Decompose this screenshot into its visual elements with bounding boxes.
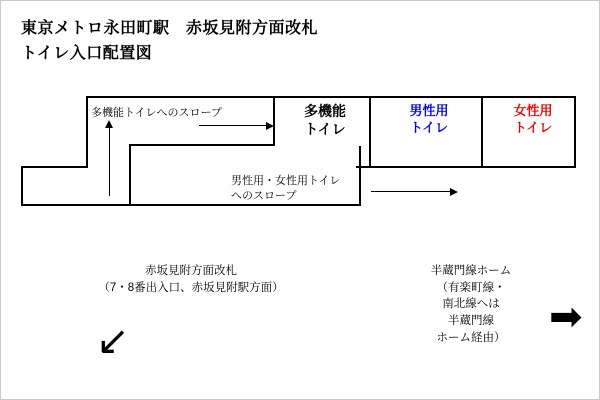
caption-left-gate [66, 263, 316, 296]
caption-right-platform [391, 263, 551, 346]
wall-partition-multipurpose-mens [369, 96, 371, 166]
slope-arrow-multipurpose-head [266, 122, 274, 130]
wall-ramp-right-vertical [359, 146, 361, 206]
room-label-multipurpose-line2: トイレ [304, 121, 346, 138]
room-label-mens-line1: 男性用 [409, 103, 449, 118]
wall-partition-mens-womens [481, 96, 483, 168]
room-label-womens-line1: 女性用 [513, 103, 553, 118]
room-label-mens [379, 103, 479, 137]
wall-top [86, 96, 576, 98]
caption-right-line1: 半蔵門線ホーム [430, 265, 512, 277]
slope-label-mens-womens [231, 174, 340, 205]
arrow-to-gate-icon: ↙ [96, 318, 130, 364]
corridor-arrow-up-head [105, 120, 113, 128]
caption-right-line4: 半蔵門線 [448, 315, 494, 328]
slope-arrow-multipurpose-line [199, 125, 267, 126]
room-label-womens-line2: トイレ [513, 119, 553, 135]
caption-right-line5: ホーム経由） [436, 331, 506, 344]
floor-plan [1, 86, 600, 236]
room-label-womens [491, 103, 575, 137]
corridor-arrow-up-line [109, 128, 110, 196]
caption-right-line3: 南北線へは [442, 298, 500, 311]
page-title [21, 17, 318, 67]
wall-left-vertical [86, 96, 88, 168]
wall-corridor-outer-left [21, 166, 23, 206]
wall-corridor-left [129, 144, 131, 206]
caption-right-line2: （有楽町線・ [436, 281, 506, 294]
slope-label-mens-womens-line2: へのスロープ [231, 190, 297, 203]
wall-corridor-outer-top [21, 166, 87, 168]
room-label-mens-line2: トイレ [409, 119, 449, 135]
slope-arrow-mens-womens-line [371, 191, 451, 192]
slope-label-multipurpose: 多機能トイレへのスロープ [91, 107, 222, 119]
room-label-multipurpose-line1: 多機能 [304, 103, 346, 119]
slope-label-mens-womens-line1: 男性用・女性用トイレ [231, 175, 341, 187]
wall-corridor-top [129, 144, 275, 146]
caption-left-line1: 赤坂見附方面改札 [145, 265, 237, 277]
room-label-multipurpose [283, 102, 367, 138]
title-line-2: トイレ入口配置図 [21, 44, 153, 62]
title-line-1: 東京メトロ永田町駅 赤坂見附方面改札 [21, 20, 319, 37]
caption-left-line2: （7・8番出入口、赤坂見附駅方面） [98, 281, 284, 294]
wall-bottom-right [356, 166, 576, 168]
slope-arrow-mens-womens-head [450, 188, 458, 196]
arrow-to-platform-icon: ➡ [549, 294, 583, 340]
